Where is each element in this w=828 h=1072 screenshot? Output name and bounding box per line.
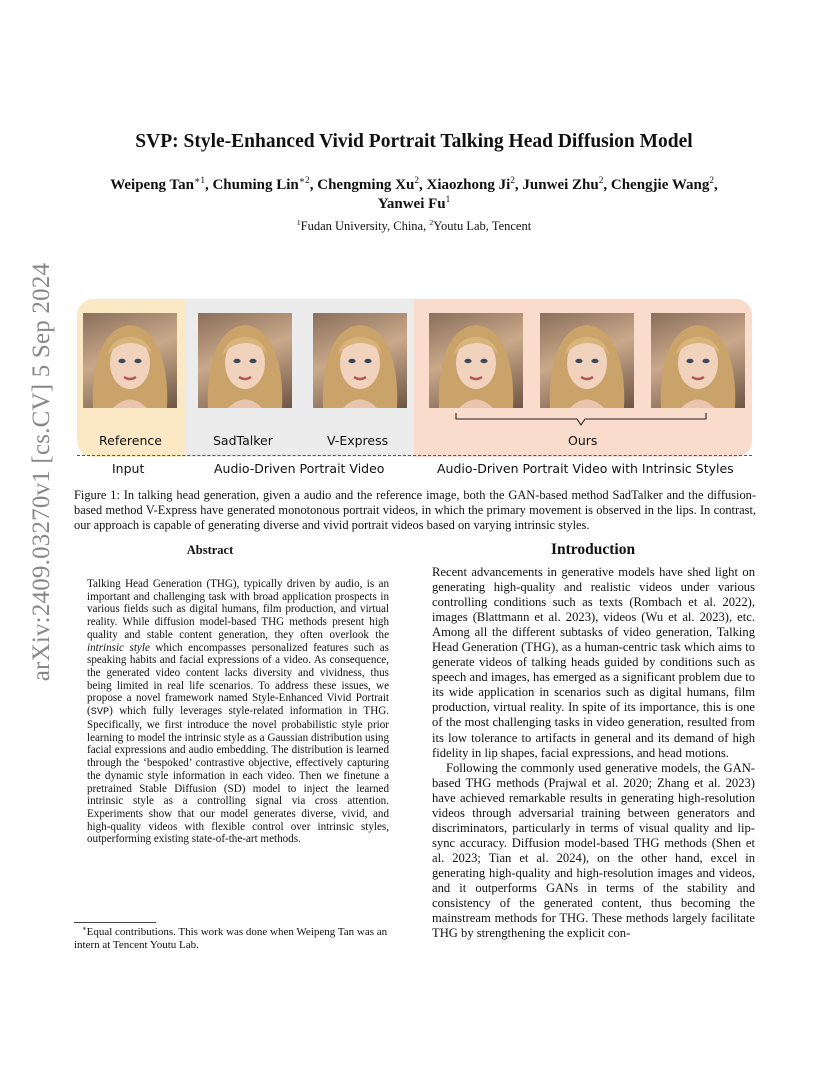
author: Weipeng Tan: [110, 177, 194, 193]
label-ours: Ours: [568, 433, 598, 448]
abstract-body: Talking Head Generation (THG), typically driven by audio, is an important and challenging task with broad application prospects in various fields such as digital humans, film production, and virtual reality. While diffusion model-based THG methods present high quality and stable content generation, they often overlook the intrinsic style which encompasses personalized features such as speaking habits and facial expressions of a video. As consequence, the generated video content lacks diversity and vividness, thus being limited in real life scenarios. To address these issues, we propose a novel framework named Style-Enhanced Vivid Portrait (SVP) which fully leverages style-related information in THG. Specifically, we first introduce the novel probabilistic style prior learning to model the intrinsic style as a Gaussian distribution using facial expressions and audio embedding. The distribution is learned through the ‘bespoked’ contrastive objective, effectively capturing the dynamic style information in each video. Then we finetune a pretrained Stable Diffusion (SD) model to inject the learned intrinsic style as a controlling signal via cross attention. Experiments show that our model generates diverse, vivid, and high-quality videos with flexible control over intrinsic styles, outperforming existing state-of-the-art methods.: [87, 578, 389, 846]
vexpress-portrait-image: [313, 313, 407, 408]
label-reference: Reference: [99, 433, 162, 448]
paragraph: Recent advancements in generative models have shed light on generating high-quality and realistic videos under various controlling conditions such as texts (Rombach et al. 2022), images (Blattmann et al. 2023), videos (Wu et al. 2023), etc. Among all the different subtasks of video generation, Talking Head Generation (THG), as a human-centric task which aims to generate videos of talking heads guided by conditions such as speech and images, has emerged as a significant problem due to its wide application in scenarios such as digital humans, film production, virtual reality. In spite of its importance, this is one of the most challenging tasks in video generation, resulted from its low tolerance to artifacts in general and its demand of high fidelity in lip shapes, facial expressions, and head motions.: [432, 565, 755, 760]
ours-portrait-image: [540, 313, 634, 408]
paper-title: SVP: Style-Enhanced Vivid Portrait Talking Head Diffusion Model: [135, 131, 693, 152]
author: Chengjie Wang: [610, 177, 710, 193]
author: Chengming Xu: [317, 177, 415, 193]
paragraph: Following the commonly used generative models, the GAN-based THG methods (Prajwal et al. 2020; Zhang et al. 2023) have achieved remarkable results in generating high-resolution videos through adversarial training between generators and discriminators, particularly in terms of visual quality and lip-sync accuracy. Diffusion model-based THG methods (Shen et al. 2023; Tian et al. 2024), on the other hand, excel in generating high-quality and high-resolution images and videos, and it outperforms GANs in terms of the stability and consistency of the generated content, thus becoming the mainstream methods for THG. These methods largely facilitate THG by strengthening the explicit con-: [432, 760, 755, 941]
author: Xiaozhong Ji: [426, 177, 511, 193]
arxiv-stamp: arXiv:2409.03270v1 [cs.CV] 5 Sep 2024: [28, 262, 55, 682]
ours-brace: [455, 411, 707, 431]
introduction-body: [432, 565, 755, 941]
figure-divider: [77, 455, 752, 456]
ours-portrait-image: [651, 313, 745, 408]
label-audio-driven-styles: Audio-Driven Portrait Video with Intrinsic Styles: [437, 461, 734, 476]
ours-portrait-image: [429, 313, 523, 408]
label-sadtalker: SadTalker: [213, 433, 273, 448]
label-vexpress: V-Express: [327, 433, 389, 448]
abstract-heading: Abstract: [186, 543, 234, 557]
author-list: Weipeng Tan$^{∗1}$, Chuming Lin$^{∗2}$, Chengming Xu$^2$, Xiaozhong Ji$^2$, Junwei Zhu$^2$, Chengjie Wang$^2$, Yanwei Fu$^1$: [110, 176, 718, 212]
author: Yanwei Fu: [377, 196, 446, 212]
introduction-heading: Introduction: [550, 541, 636, 558]
figure-caption: Figure 1: In talking head generation, given a audio and the reference image, both the GAN-based method SadTalker and the diffusion-based method V-Express have generated monotonous portrait videos, in which the primary movement is observed in the lips. In contrast, our approach is capable of generating diverse and vivid portrait videos based on varying intrinsic styles.: [74, 488, 756, 532]
reference-portrait-image: [83, 313, 177, 408]
footnote-rule: [74, 922, 156, 923]
label-input: Input: [112, 461, 145, 476]
affiliations: $^1$Fudan University, China, $^2$Youtu Lab, Tencent: [296, 217, 532, 233]
author: Chuming Lin: [212, 177, 299, 193]
label-audio-driven: Audio-Driven Portrait Video: [214, 461, 385, 476]
teaser-figure: [77, 299, 752, 484]
sadtalker-portrait-image: [198, 313, 292, 408]
author: Junwei Zhu: [522, 177, 599, 193]
footnote: ∗Equal contributions. This work was done when Weipeng Tan was an intern at Tencent Youtu Lab.: [74, 925, 388, 951]
